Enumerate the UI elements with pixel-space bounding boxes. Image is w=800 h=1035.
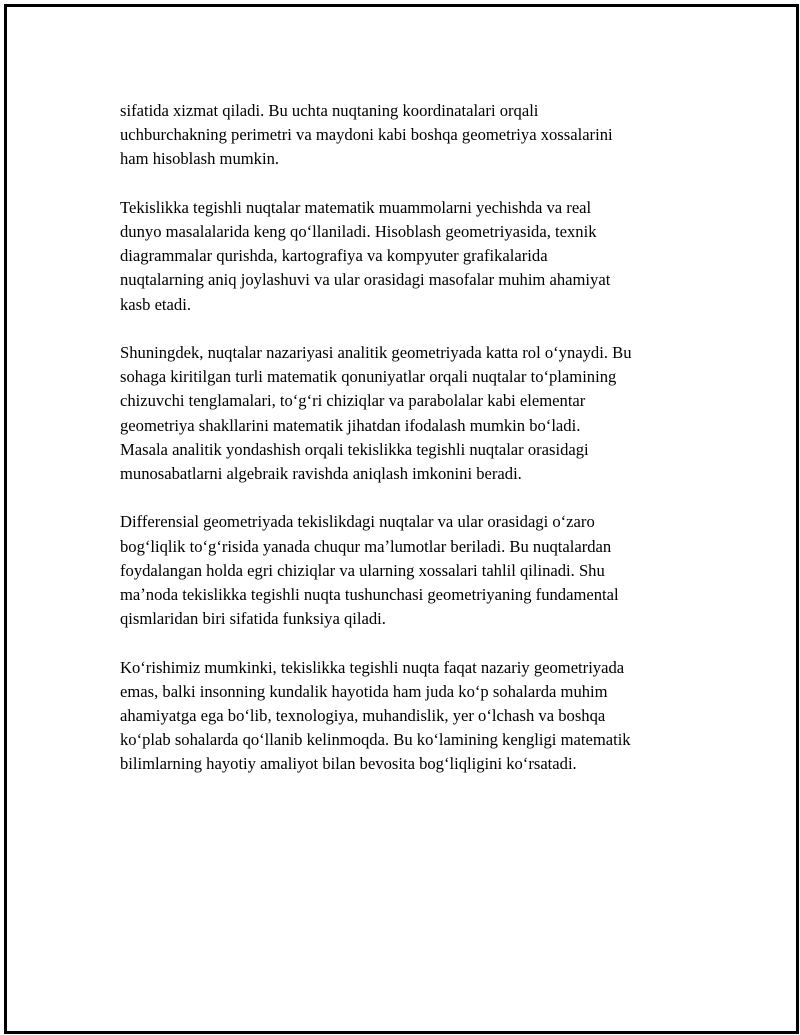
paragraph	[120, 99, 695, 172]
document-body	[120, 99, 695, 777]
text-line: bogʻliqlik toʻgʻrisida yanada chuqur maʼlumotlar beriladi. Bu nuqtalardan	[120, 536, 612, 556]
text-line: nuqtalarning aniq joylashuvi va ular orasidagi masofalar muhim ahamiyat	[120, 270, 611, 290]
text-line: qismlaridan biri sifatida funksiya qiladi.	[120, 609, 386, 629]
text-line: munosabatlarni algebraik ravishda aniqlash imkonini beradi.	[120, 464, 522, 484]
text-line: Shuningdek, nuqtalar nazariyasi analitik geometriyada katta rol oʻynaydi. Bu	[120, 343, 632, 362]
text-line: sohaga kiritilgan turli matematik qonuniyatlar orqali nuqtalar toʻplamining	[120, 367, 617, 387]
text-line: koʻplab sohalarda qoʻllanib kelinmoqda. Bu koʻlamining kengligi matematik	[120, 730, 631, 750]
text-line: kasb etadi.	[120, 294, 191, 314]
text-line: chizuvchi tenglamalari, toʻgʻri chiziqlar va parabolalar kabi elementar	[120, 391, 586, 411]
text-line: Koʻrishimiz mumkinki, tekislikka tegishli nuqta faqat nazariy geometriyada	[120, 657, 625, 677]
text-line: bilimlarning hayotiy amaliyot bilan bevosita bogʻliqligini koʻrsatadi.	[120, 754, 577, 774]
text-line: Masala analitik yondashish orqali tekislikka tegishli nuqtalar orasidagi	[120, 439, 589, 459]
paragraph	[120, 510, 695, 631]
text-line: Differensial geometriyada tekislikdagi nuqtalar va ular orasidagi oʻzaro	[120, 512, 595, 532]
page-frame	[4, 4, 799, 1034]
text-line: ahamiyatga ega boʻlib, texnologiya, muhandislik, yer oʻlchash va boshqa	[120, 706, 606, 726]
text-line: diagrammalar qurishda, kartografiya va kompyuter grafikalarida	[120, 246, 548, 266]
paragraph	[120, 196, 695, 317]
text-line: emas, balki insonning kundalik hayotida ham juda koʻp sohalarda muhim	[120, 681, 608, 701]
paragraph	[120, 656, 695, 777]
text-line: foydalangan holda egri chiziqlar va ularning xossalari tahlil qilinadi. Shu	[120, 560, 605, 580]
text-line: uchburchakning perimetri va maydoni kabi boshqa geometriya xossalarini	[120, 125, 613, 145]
text-line: maʼnoda tekislikka tegishli nuqta tushunchasi geometriyaning fundamental	[120, 585, 619, 605]
text-line: ham hisoblash mumkin.	[120, 149, 280, 169]
text-line: dunyo masalalarida keng qoʻllaniladi. Hisoblash geometriyasida, texnik	[120, 222, 597, 241]
text-line: geometriya shakllarini matematik jihatdan ifodalash mumkin boʻladi.	[120, 415, 581, 435]
text-line: Tekislikka tegishli nuqtalar matematik muammolarni yechishda va real	[120, 197, 592, 217]
paragraph	[120, 341, 695, 486]
text-line: sifatida xizmat qiladi. Bu uchta nuqtaning koordinatalari orqali	[120, 101, 539, 120]
